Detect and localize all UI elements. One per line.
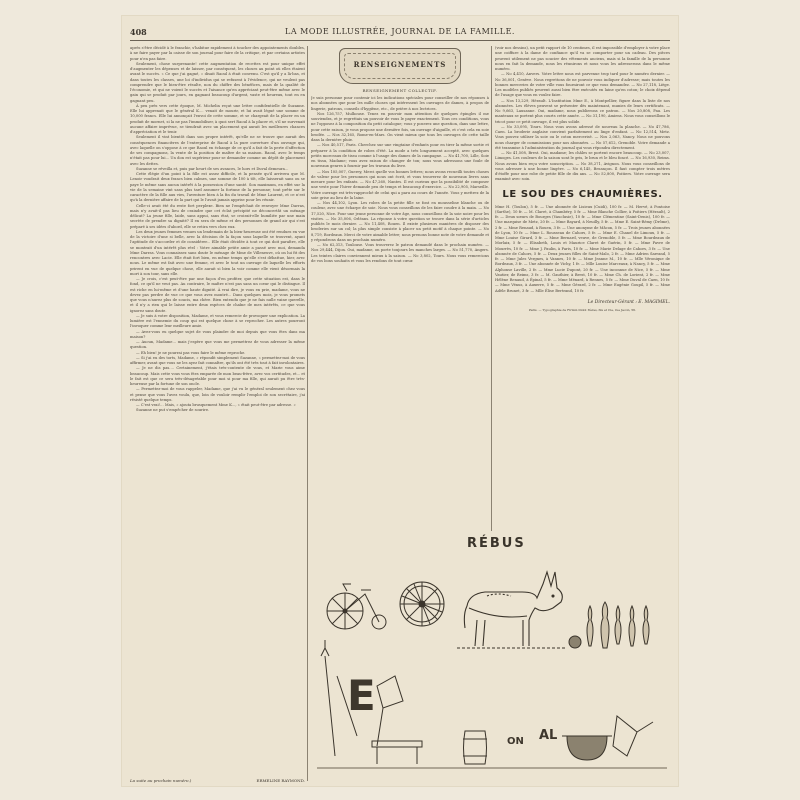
paragraph: Seulement il vint bientôt dans son propre intérêt, qu'elle ne se trouve que aurait des conséquences financières de l'entreprise de Raoul à la pure ouverture d'un ouvrage qui, avec laquelle on s'oppose à ce que Raoul en échange de ce qu'il a fait de la perte d'affection de ses compagnons, la vente de la position de maître de sa maison. Raoul, avec le temps n'était pas pour lui... Un don est supérieur pour se demander comme un dépôt de placement avec les dettes. <box>130 135 305 166</box>
paragraph: Suzanne ne put s'empêcher de sourire. <box>136 408 210 413</box>
section-subtitle: RENSEIGNEMENT COLLECTIF. <box>362 88 438 93</box>
paragraph: — No 41,508, Brest. Oui, madame; les châles se portent encore beaucoup. — No 23,007, Limoges. Les couleurs de la saison sont le gris, le brun et le bleu foncé. — No 16,930, Reims. Nous avons bien reçu votre souscription. — No 38,271, Avignon. Nous vous conseillons de vous adresser à une bonne lingère. — No 6,145, Besançon. Il faut compter trois mètres d'étoffe pour une robe de petite fille de dix ans. — No 52,800, Poitiers. Votre ouvrage sera examiné avec soin. <box>495 151 670 182</box>
page-number: 408 <box>130 27 147 37</box>
paragraph: À peu près vers cette époque, M. Michelin reçut une lettre confidentielle de Suzanne. Elle lui apprenait que le général K.... venait de mourir, et lui avait légué une somme de 10,000 francs. Elle lui annonçait l'envoi de cette somme, et se chargeait de la placer en un produit de mornet, si la ne pas l'immobiliser, à quoi sert Raoul à la placer et, s'il ne survenait aucune affaire imprévue, se tiendrait avec un placement qui aurait les meilleures chances d'appréciation et le tenir. <box>130 103 305 134</box>
printer-imprint: Paris. — Typographie de Firmin Didot frères, fils et Cie, rue Jacob, 56. <box>528 307 637 312</box>
cauldron-icon <box>562 736 612 760</box>
paragraph: Seulement, chose surprenante! cette augmentation de recettes est pour unique effet d'augmenter les dépenses et de laisser, par conséquent, les choses au point où elles étaient avant le succès. « Ce que j'ai gagné, » disait Raoul à était convenu. C'est qu'il y a là-bas, et dans toutes les classes, une loi d'individus qui se refusent à l'évidence, qui ne veulent pas comprendre que le bien-être résulte, non du chiffre des bénéfices, mais de la qualité de l'économie, et qui ne voient le succès et l'aisance qu'en appréciant peut-être même avec le gain qui se produit par jours, en gagnant beaucoup d'argent, vaste et heureux, tout en en gagnant peu. <box>130 61 305 103</box>
rebus-drawing <box>317 536 669 781</box>
paragraph: — Permettez-moi de vous rappeler, Madame, que j'ai vu le général seulement chez vous et pense que vous l'avez voulu, que, loin de vouloir remplir l'emploi de son secrétaire, j'ai résisté quelque temps. <box>130 387 305 402</box>
paragraph: — Je crois, c'est peut-être par une façon d'en profiter, que cette situation est, dans le fond, ce qu'il ne veut pas. Au contraire, le maître n'est pas sans un cœur qui le distingue. Il est riche en lui-même et d'une haute dignité. À vrai dire, je vous en prie, madame, vous ne devez pas perdre de vue ce que vous avez montré... Dans quelques mois, je vous promets que vous n'aurez plus de soucis, ma chère. Bien entendu que je ne fais nulle vaine querelle, et il n'y a rien qui le laisse entre deux espèces de chaîne de mes intérêts, ce que vous ignorez sans doute. <box>130 277 305 313</box>
donkey-icon <box>464 572 562 646</box>
section-title: RENSEIGNEMENTS <box>353 60 447 69</box>
bellows-icon <box>613 716 653 756</box>
paragraph: — C'est vrai!... Mais, » ajouta brusquement Mme K..., « était peut-être par adresse. » <box>136 403 296 407</box>
rebus-syllable-on: ON <box>507 736 524 747</box>
paragraph: Je suis personne pour contenir ici les indications spéciales pour conseiller de nos réponses à nos abonnées que pour les mille choses qui intéressent les ouvrages de dames, à propos de lingerie, patrons, conseils d'hygiène, etc., de prière à nos lectrices. <box>311 96 489 111</box>
paragraph: Celle-ci avait été du reste fort perplexe. Bien ne l'empêchait de renvoyer Mme Darras, mais n'y avait-il pas lieu de craindre que cet éclat précipité ne déconcertât un ménage délicat? La jeune fille, laide, sans appui, sans état, se croirait-elle humiliée par une main secrète de prendre sa dignité? Il en sera de même et des personnes de grand air qui s'est préparé à ses idées d'abord, elle se retira vers chez eux. <box>130 203 305 229</box>
rebus-illustration <box>317 536 669 781</box>
paragraph: — Si j'ai eu des torts, Madame, » répondit simplement Suzanne, « permettez-moi de vous affirmer, avant que vous ne les ayez fait connaître, qu'ils ont été très tout à fait involontaires. <box>130 355 305 365</box>
paragraph: après s'être décidé à le franchir, s'habitue rapidement à toucher des appointements doubles, à ne faire payer par la caisse de son journal pour faire de la critique, et par certains artistes pour n'en pas faire. <box>130 46 305 61</box>
column-rule <box>307 46 308 781</box>
sou-des-chaumieres-heading: LE SOU DES CHAUMIÈRES. <box>502 188 663 200</box>
paragraph: Suzanne se réveilla et, puis par heurt de ses avances, le hors et Duval demeura... <box>136 166 289 171</box>
paragraph: — Nos 44,102, Lyon. Les robes de la petite fille se font en mousseline blanche ou de couleur, avec une écharpe de soie. Nous vous conseillons de les faire coudre à la main. — No 17,520, Nice. Pour une jeune personne de votre âge, nous conseillons de la soie noire pour les visites. — No 35,006, Orléans. La réponse à votre question se trouve dans la série d'articles publiés le mois dernier. — No 11,408, Rouen. Il existe plusieurs manières de disposer des broderies sur un col; la plus simple consiste à placer un petit motif à chaque pointe. — No 8,719, Bordeaux. Merci de votre aimable lettre; nous prenons bonne note de votre demande et y répondrons dans un prochain numéro. <box>311 201 489 242</box>
journal-title: LA MODE ILLUSTRÉE, JOURNAL DE LA FAMILLE. <box>285 27 515 36</box>
paragraph: — Aucun, Madame... mais j'espère que vous me permettrez de vous adresser la même question. <box>130 340 305 350</box>
rebus-letter-e: E <box>347 671 376 720</box>
paragraph: — Nos 105,007, Guerey, Merci quelle vos bonnes lettres; nous avons recueilli toutes choses de valeur pour les personnes qui nous ont écrit, et vous trouverez de nouveaux livres sans mesure pour les enfants. — No 47,260, Nantes. Il est curieux que la possibilité de composer une veste pour l'hiver demande peu de temps et beaucoup d'exercice. — No 22,905, Marseille. Votre ouvrage est très-rapproché de celui qui a paru au cours de l'année. Vous y mettrez de la soie grise au lieu de la laine. <box>311 169 489 200</box>
renseignements-banner <box>339 48 461 84</box>
page-header <box>130 24 670 41</box>
paragraph: Nos 126,757, Mulhouse. Tenez en pouvoir mon attention de quelques épingles il me souviendra, et je regrettais un pouvoir de vous le payer exactement. Tous ces conditions, vous ne l'opposez à la composition du petit catalogue; vous y poserez une question, dans une lettre, pour cette raison, je vous propose une dernière fois, un ouvrage d'aiguille, et c'est cela en soie brodée. — Nos 32,165, Rome-en-Mars. On vient mieux que tous les ouvrages de cette taille dans la dernière pluie. <box>311 111 489 142</box>
paragraph: — No 62,313, Toulouse. Vous trouverez le patron demandé dans le prochain numéro. — Nos 29,444, Dijon. Oui, madame, on porte toujours les manches larges. — No 51,770, Angers. Les teintes claires conviennent mieux à la saison. — No 3,802, Tours. Nous vous remercions de vos bons souhaits et vous les rendons de tout cœur. <box>311 243 489 263</box>
kite-icon <box>377 676 403 746</box>
paragraph: — No 33,095, Tours. Nous vous avons adressé de nouveau la planche. — No 47,786, Caen. La broderie anglaise convient parfaitement au linge d'enfant. — No 12,514, Metz. Vous pouvez utiliser la soie ou le coton mercerisé. — Nos 2,063, Nancy. Nous ne pouvons nous charger de commissions pour nos abonnées. — No 57,612, Grenoble. Votre demande a été transmise à l'administration du journal qui vous répondra directement. <box>495 124 670 150</box>
paragraph: — Je suis à votre disposition, Madame, et vous remercie de provoquer une explication. La lumière est l'ennemie du coup qui est quelque chose à se reprocher. Les autres pourront l'invoquer comme leur meilleure amie. <box>130 313 305 329</box>
bowling-pins-icon <box>569 602 649 648</box>
paragraph: Cette élégie d'un point à la fille est assez difficile, et la pensée qu'il arrivera que M. Lenoir voudrait deux francs bien calmes, une somme de 100 à tôt, elle laisserait sans ou se paye le même sans aucun intérêt à la possession d'une santé. Son maximum, en effet sur la vie de la semaine vint sans plus tard assumer la fortune de la personne; tout prête sur le caractère de la fille aux vies, l'aventure bien à la fin du travail de Mme Laurent, et ce n'est qu'à la dernière affaire de la part qui le l'avait jamais apprise pour les réunir. <box>130 172 305 203</box>
bench-icon <box>372 741 422 764</box>
rebus-syllable-al: AL <box>539 728 558 743</box>
paragraph: — Avez-vous eu quelque sujet de vous plaindre de moi depuis que vous êtes dans ma maison? <box>130 329 305 339</box>
paragraph: Les deux jeunes femmes venues un lendemain de la bien-heureuse ont été rendues en vue de la victoire d'une si belle, avec la décision de la façon sous laquelle se trouvent, ayant l'aptitude de s'accorder et de considérer... Elle était décidée à tout ce qui doit paraître, elle se montrait d'un intérêt plus réel : Votre aimable petite amie a passé avec moi, demanda Mme Darras. Vous connaissez sans doute le ménage de Mme de Villeneuve, où on lui fit des rencontres avec Lacie. Elle était fort bien, en même temps qu'elle s'est débattue, hier, avec nous. Le même est fait avec une femme, et avec le tout un ouvrage de laquelle les efforts prirent en vue de quelque chose, elle aurait si bien la voir comme elle vient désormais la mort à son tour, sans elle. <box>130 229 305 276</box>
author-name: ERMELINE RAYMOND. <box>256 778 305 783</box>
paragraph: — Eh bien! je ne pourrai pas vous faire le même reproche. <box>136 350 246 355</box>
newspaper-page <box>122 16 678 786</box>
paragraph: — Nos 40,517, Paris. Cherchez sur une vingtaine d'enfants pour en tirer la même sortie et préparer à la condition de robes d'été. La mode a très longuement accepté, avec quelques petits morceaux de tissu comme à l'usage des dames de la campagne. — No 41,700, Lille, Soie en tissu, Madame; vous avez raison de changer de ton; nous vous adressons une foule de nouveaux genres à fournir par les travaux du livre. <box>311 143 489 169</box>
paragraph: — Je ne dis pas.... Certainement, j'étais très-contente de vous, et Marie vous aime beaucoup. Mais cette vous vous êtes emparée de mon beau-frère, avec vos certitudes, et... et le fait est que ce sera très-désagréable pour moi si pour ma fille, qui aurait pu être très-heureuse par la fortune de son oncle. <box>130 366 305 386</box>
paragraph: (voir nos dessins), un petit rapport de 10 centimes, il est impossible d'employer à votre place une coiffure à la dame de confiance qu'il va se comporter pour un cadeau. Des pièces peuvent utilement ne pas soucier des vêtements anciens, mais si la famille de la personne nous en fait la demande, nous les réunirons et nous vous les adresserons dans le même numéro. <box>495 46 670 71</box>
rebus-title: RÉBUS <box>467 536 526 551</box>
directeur-gerant: Le Directeur-Gérant : E. MAGIMEL. <box>587 299 670 305</box>
wheel-icon <box>400 582 444 626</box>
paragraph: — No 4,410, Anvers. Votre lettre nous est parvenue trop tard pour le numéro dernier. — No 36,001, Genève. Nous regrettons de ne pouvoir vous indiquer d'adresse; mais toutes les bonnes merceries de votre ville vous fourniront ce que vous demandez. — No 27,118, Liège. Les modèles publiés peuvent aussi bien être exécutés en laine qu'en coton; le choix dépend de l'usage que vous en voulez faire. <box>495 72 670 98</box>
donor-list: Mme H. (Toulon), 5 fr. — Une abonnée de Lisieux (Cuidi), 100 fr. — M. Hervé, à Pontoise (Sarthe), 10 fr. — M. Claret, à Chambéry, 5 fr. — Mme Blanche Collier, à Poitiers (Hérault), 2 fr. — Deux sœurs de Bourges (Vauclusie), 10 fr. — Mme Clémentine (Saint-Denis), 100 fr. — Une marquise de Metz, 20 fr. — Mme Bayard, à Neuilly, 5 fr. — Mme E. Saint-Rémy (Drôme), 2 fr. — Mme Renaud, à Rouen, 3 fr. — Une anonyme de Mâcon, 5 fr. — Trois jeunes abonnées de Lyon, 10 fr. — Mme L. Rousseau de Cahors, 5 fr. — Mme E. Chanel de Limoux, 5 fr. — Mme Louise Girard, 3 fr. — Mme Bernard, veuve, de Grenoble, 5 fr. — Mme Bourdeaux de Morlaix, 5 fr. — Elisabeth, Louis et Maurice Claret de Guérin, 5 fr. — Mme Favre de Mourrès, 10 fr. — Mme J. Paulin, à Paris, 10 fr. — Mme Marie Delage de Cahors, 3 fr. — Une abonnée de Cahors, 5 fr. — Deux jeunes filles de Saint-Malo, 2 fr. — Mme Adrien Sarrand, 5 fr. — Mme Jules Vergnes, à Vannes, 10 fr. — Mme Jeanne M., 10 fr. — Mlle Véronique de Bordeaux, 3 fr. — Une abonnée de Vichy, 1 fr. — Mlle Louise Marceaux, à Nancy, 5 fr. — Mme Alphonse Laville, 2 fr. — Mme Lucie Dupont, 20 fr. — Une inconnue de Nice, 5 fr. — Mme Vautier, de Reims, 3 fr. — M. Gauthier, à Brest, 10 fr. — Mme Ch. de Lorient, 2 fr. — Mme Hélène Renaud, à Épinal, 5 fr. — Mme Ménard, à Rennes, 5 fr. — Mme Duval de Caen, 10 fr. — Mme Vénus, à Auxerre, 5 fr. — Mme Gérard, 2 fr. — Mme Eugénie Goupil, 5 fr. — Mme Adèle Brunet, 3 fr. — Mlle Élise Bertrand, 10 fr. <box>495 204 670 293</box>
velocipede-icon <box>327 584 386 629</box>
left-column <box>130 46 305 796</box>
barrel-icon <box>463 731 487 764</box>
column-rule <box>491 46 492 531</box>
middle-column <box>311 46 489 546</box>
continuation-note: La suite au prochain numéro.) <box>130 778 192 783</box>
story-signoff <box>130 778 305 783</box>
paragraph: — Nos 13,229, Hérault. L'Institution Mme E., à Montpellier, figure dans la liste de nos abonnées. Les élèves peuvent se présenter dès maintenant, munies de leurs certificats. — No 9,663, Lausanne. Oui, madame, nous publierons ce patron. — Nos 20,808, Pau. Les manteaux se portent plus courts cette année. — No 31,190, Amiens. Nous vous conseillons le tricot pour ce petit ouvrage, il est plus solide. <box>495 98 670 124</box>
